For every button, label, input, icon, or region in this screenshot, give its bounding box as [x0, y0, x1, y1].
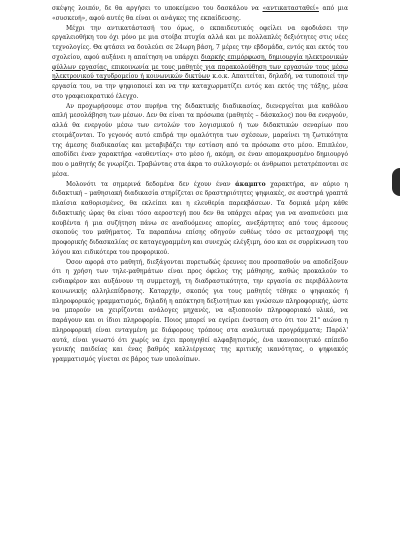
- document-page: [52, 4, 348, 365]
- paragraph-4-bold: άκαμπτο: [235, 180, 266, 188]
- paragraph-1-text-a: σκέψης λοιπόν, δε θα αργήσει το υποκείμενο του δασκάλου να: [52, 5, 263, 12]
- paragraph-1-text-b: από μια «συσκευή», αφού αυτές θα είναι οι ανάγκες της εκπαίδευσης.: [52, 5, 349, 22]
- paragraph-4: [52, 180, 348, 258]
- paragraph-2-underlined: διαρκής επιμόρφωση, δημιουργία ηλεκτρονικών φύλλων εργασίας, επικοινωνία με τους μαθητές για παρακολούθηση των εργασιών τους μέσω ηλεκτρονικού ταχυδρομείου ή κοινωνικών δικτύων: [52, 53, 348, 81]
- century-superscript: ο: [317, 315, 321, 320]
- replaced-quote-underlined: «αντικατασταθεί»: [262, 5, 319, 12]
- paragraph-4-text-b: χαρακτήρα, αν αύριο η διδακτική – μαθησιακή διαδικασία στηρίζεται σε δραστηριότητες ψηφιακές, σε αυστηρά γραπτά πλαίσια καθορισμένες, θα εκλείπει και η ελευθερία παρεκβάσεων. Τα δομικά μέρη κάθε διδακτικής ώρας θα είναι τόσο αεροστεγή που δεν θα υπάρχει αέρας για να αναπνεύσει μια κουβέντα ή μια συζήτηση πάνω σε αναδυόμενες απορίες, ανεξάρτητες από τους άμεσους σκοπούς του μαθήματος. Τα παραπάνω επίσης οδηγούν ευθέως τόσο σε μετασχροφή της προφορικής διδασκαλίας σε καταγεγραμμένη και συνεχώς ελέγξιμη, όσο και σε συρρίκνωση του λόγου και ειδικότερα του προφορικού.: [52, 180, 349, 256]
- paragraph-5: [52, 258, 348, 365]
- paragraph-1: [52, 4, 348, 24]
- paragraph-4-text-a: Μολονότι τα σημερινά δεδομένα δεν έχουν έναν: [66, 180, 236, 188]
- paragraph-5-text-a: Όσον αφορά στο μαθητή, διεξάγονται πυρετωδώς έρευνες που προσπαθούν να αποδείξουν ότι η χρήση των τηλε-μαθημάτων είναι προς όφελος της μάθησης, καθώς προκαλούν το ενδιαφέρον και αυξάνουν τη συμμετοχή, τη διαδραστικότητα, την εργασία σε περιβάλλοντα κοινωνικής αλληλεπίδρασης. Καταρχήν, σκοπός για τους μαθητές τέθηκε ο ψηφιακός ή πληροφορικός γραμματισμός, δηλαδή η απόκτηση δεξιοτήτων και γνώσεων πληροφορικής, ώστε να μπορούν να χειρίζονται ανάλογες μηχανές, να αξιοποιούν πληροφοριακό υλικό, να παράγουν και οι ίδιοι πληροφορία. Ποιος μπορεί να εγείρει ένσταση στο ότι τον 21: [52, 258, 348, 324]
- page-edge-tab: [392, 168, 400, 196]
- paragraph-5-text-b: αιώνα η πληροφορική είναι ενταγμένη με διάφορους τρόπους στα αναλυτικά προγράμματα; Παρόλ' αυτά, είναι γνωστό ότι χωρίς να έχει προηγηθεί αλφαβητισμός, ένα ικανοποιητικό επίπεδο γενικής παιδείας και ένας βαθμός καλλιέργειας της κριτικής ικανότητας, ο ψηφιακός γραμματισμός γίνεται σε βάρος των υπολοίπων.: [52, 317, 349, 363]
- paragraph-3: Αν προχωρήσουμε στον πυρήνα της διδακτικής διαδικασίας, διενεργείται μια καθόλου απλή μεσολάβηση των μέσων. Δεν θα είναι τα πρόσωπα (μαθητές – δάσκαλος) που θα ενεργούν, αλλά θα ενεργούν μέσω των εντολών του λογισμικού ή των διδακτικών σεναρίων που ετοιμάζονται. Το γεγονός αυτό επιδρά την ομαλότητα των σχέσεων, μαραίνει τη ζωτικότητα της άμεσης διαδικασίας και μεταβιβάζει την εστίαση από τα πρόσωπα στο μέσο. Επιπλέον, αποδίδει έναν χαρακτήρα «αυθεντίας» στο μέσο ή, ακόμη, σε έναν απομακρυσμένο δημιουργό που ο μαθητής δε γνωρίζει. Τραβώντας στα άκρα το συλλογισμό: οι άνθρωποι μετατρέπονται σε μέσα.: [52, 102, 348, 178]
- paragraph-2: [52, 24, 348, 102]
- paragraph-2-text-a: Μέχρι την αντικατάστασή του όμως, ο εκπαιδευτικός οφείλει να εφοδιάσει την εργαλειοθήκη του όχι μόνο με μια στοίβα πτυχία αλλά και με πολλαπλές δεξιότητες στις νέες τεχνολογίες. Θα φτάσει να δουλεύει σε 24ωρη βάση, 7 μέρες την εβδομάδα, εντός και εκτός του σχολείου, αφού αυξάνει η απαίτηση να υπάρχει: [52, 24, 348, 61]
- paragraph-2-text-b: κ.ο.κ. Απαιτείται, δηλαδή, να τυποποιεί την εργασία του, να την ψηφιοποιεί και να την καταχωρματίζει εντός και εκτός της τάξης, μέσα στο γραφειοκρατικό έλεγχο.: [52, 73, 348, 100]
